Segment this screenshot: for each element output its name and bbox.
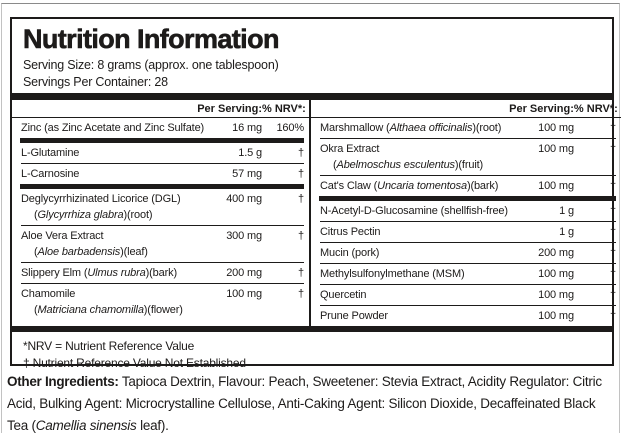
other-ingredients [7,371,616,437]
ingredient-nrv: † [609,247,616,259]
ingredient-nrv: † [298,168,304,180]
ingredient-row-main [320,180,616,193]
ingredient-row [21,263,304,284]
ingredient-amount: 57 mg [232,168,262,180]
ingredient-amount: 200 mg [226,267,262,279]
ingredient-row [21,164,304,184]
ingredient-amount: 100 mg [538,289,574,301]
ingredient-row-main [21,230,304,243]
ingredient-nrv: † [298,147,304,159]
right-column-header [311,100,621,118]
ingredient-botanical: (Aloe barbadensis)(leaf) [34,246,148,258]
top-divider-bar [12,93,612,100]
other-ingredients-text: Tapioca Dextrin, Flavour: Peach, Sweetener: Stevia Extract, Acidity Regulator: Citric Acid, Bulking Agent: Microcrystalline Cellulose, Anti-Caking Agent: Silicon Dioxide, Decaffeinated Black Tea (Camellia sinensis leaf). [7,374,602,433]
ingredient-row-main [320,289,616,302]
ingredient-row [320,306,616,326]
ingredient-amount: 1 g [559,226,574,238]
ingredient-amount: 100 mg [538,180,574,192]
ingredient-name: Zinc (as Zinc Acetate and Zinc Sulfate) [21,122,205,134]
ingredient-nrv: † [609,268,616,280]
ingredient-nrv: † [609,310,616,322]
ingredient-nrv: † [298,267,304,279]
ingredient-row [320,201,616,222]
ingredient-row [21,118,304,138]
ingredient-row [320,285,616,306]
ingredient-botanical: (Abelmoschus esculentus)(fruit) [333,159,484,171]
ingredient-nrv: † [298,193,304,205]
footnotes [12,332,612,371]
ingredient-row [320,118,616,139]
dagger-footnote: † Nutrient Reference Value Not Established [23,355,246,370]
ingredient-name: Slippery Elm (Ulmus rubra)(bark) [21,267,177,279]
servings-per-container: Servings Per Container: 28 [23,74,168,89]
ingredient-nrv: † [609,143,616,155]
ingredient-name: Prune Powder [320,310,388,322]
ingredient-row [21,284,304,320]
nutrition-facts-box [10,17,618,370]
ingredient-name: L-Glutamine [21,147,80,159]
ingredient-name: Chamomile [21,288,76,300]
ingredient-row [320,176,616,196]
ingredient-row [320,264,616,285]
ingredient-amount: 100 mg [226,288,262,300]
ingredient-row-main [21,267,304,280]
nrv-header: % NRV*: [573,103,618,115]
ingredient-amount: 100 mg [538,122,574,134]
ingredient-row-main [21,193,304,206]
ingredient-nrv: † [609,226,616,238]
ingredient-amount: 1.5 g [238,147,262,159]
ingredient-nrv: † [609,122,616,134]
ingredient-name: Citrus Pectin [320,226,381,238]
other-ingredients-label: Other Ingredients: [7,374,119,389]
per-serving-header: Per Serving: [509,103,574,115]
ingredient-name: Quercetin [320,289,367,301]
ingredient-amount: 300 mg [226,230,262,242]
ingredient-row-main [320,226,616,239]
ingredient-name: Deglycyrrhizinated Licorice (DGL) [21,193,181,205]
ingredient-row-main [21,147,304,160]
ingredient-columns [12,100,618,326]
ingredient-row-main [320,143,616,156]
ingredient-row-main [320,247,616,260]
ingredient-nrv: † [609,289,616,301]
ingredient-row [21,189,304,226]
ingredient-row-main [21,288,304,301]
ingredient-name: Marshmallow (Althaea officinalis)(root) [320,122,502,134]
ingredient-amount: 16 mg [232,122,262,134]
ingredient-amount: 400 mg [226,193,262,205]
ingredient-row-main [320,310,616,323]
ingredient-name: N-Acetyl-D-Glucosamine (shellfish-free) [320,205,508,217]
ingredient-botanical: (Glycyrrhiza glabra)(root) [34,209,153,221]
ingredient-row-main [21,122,304,135]
ingredient-row-main [320,268,616,281]
ingredient-row-main [320,205,616,218]
ingredient-botanical: (Matriciana chamomilla)(flower) [34,304,183,316]
ingredient-name: Cat's Claw (Uncaria tomentosa)(bark) [320,180,499,192]
ingredient-name: L-Carnosine [21,168,80,180]
label-title: Nutrition Information [23,24,279,54]
ingredient-nrv: † [609,180,616,192]
ingredient-amount: 200 mg [538,247,574,259]
ingredient-amount: 100 mg [538,310,574,322]
nrv-header: % NRV*: [262,103,306,115]
ingredient-nrv: † [609,205,616,217]
ingredient-row [21,226,304,263]
ingredient-name: Methylsulfonylmethane (MSM) [320,268,465,280]
ingredient-nrv: † [298,230,304,242]
ingredient-amount: 100 mg [538,268,574,280]
ingredient-row [320,222,616,243]
left-ingredient-rows [12,118,309,320]
right-column [311,100,621,326]
ingredient-row [320,139,616,176]
nrv-footnote: *NRV = Nutrient Reference Value [23,339,195,353]
ingredient-row-main [320,122,616,135]
ingredient-row [21,143,304,164]
ingredient-amount: 1 g [559,205,574,217]
serving-size: Serving Size: 8 grams (approx. one tablespoon) [23,58,279,72]
ingredient-nrv: 160% [276,122,304,134]
left-column [12,100,311,326]
ingredient-amount: 100 mg [538,143,574,155]
right-ingredient-rows [311,118,621,326]
per-serving-header: Per Serving: [197,103,262,115]
ingredient-name: Mucin (pork) [320,247,380,259]
left-column-header [12,100,309,118]
ingredient-row [320,243,616,264]
ingredient-name: Okra Extract [320,143,380,155]
ingredient-nrv: † [298,288,304,300]
ingredient-row-main [21,168,304,181]
ingredient-name: Aloe Vera Extract [21,230,104,242]
